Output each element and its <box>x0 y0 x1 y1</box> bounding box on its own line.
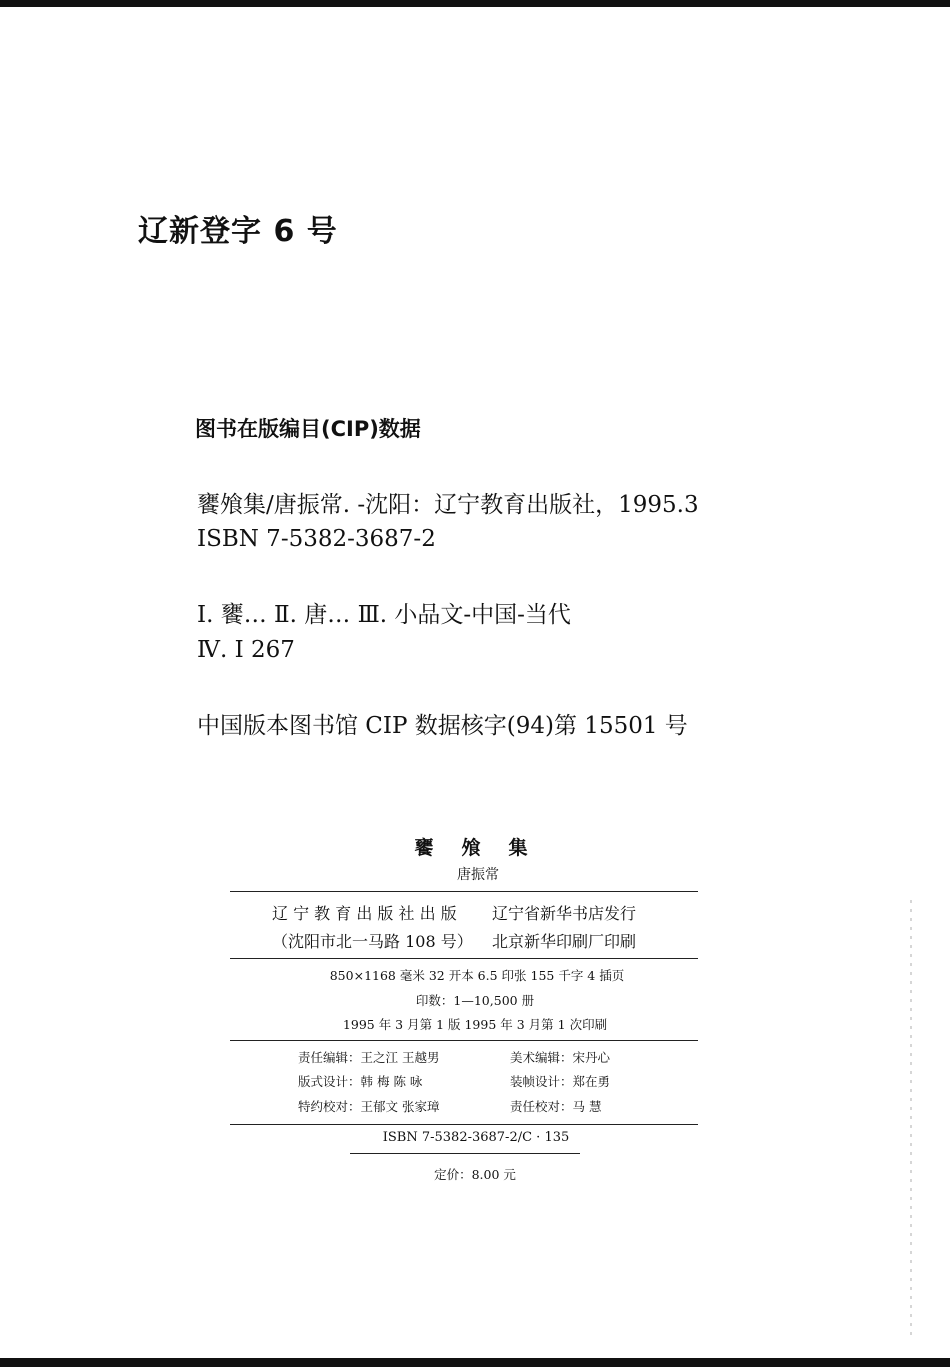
cip-heading: 图书在版编目(CIP)数据 <box>195 417 421 441</box>
divider <box>350 1153 580 1154</box>
scan-top-border <box>0 0 950 7</box>
publisher-address: （沈阳市北一马路 108 号） <box>272 932 473 951</box>
cip-bibliographic-line: 饔飧集/唐振常. -沈阳：辽宁教育出版社，1995.3 <box>197 492 699 518</box>
divider <box>230 1124 698 1125</box>
publisher: 辽 宁 教 育 出 版 社 出 版 <box>272 904 457 923</box>
cip-isbn: ISBN 7-5382-3687-2 <box>197 526 436 552</box>
scan-bottom-border <box>0 1358 950 1367</box>
price: 定价：8.00 元 <box>434 1167 516 1182</box>
staff-art-editor: 美术编辑：宋丹心 <box>510 1050 611 1065</box>
printer: 北京新华印刷厂印刷 <box>492 932 637 951</box>
format-specs: 850×1168 毫米 32 开本 6.5 印张 155 千字 4 插页 <box>329 968 625 983</box>
distributor: 辽宁省新华书店发行 <box>492 904 637 923</box>
staff-responsible-proofreading: 责任校对：马 慧 <box>510 1099 602 1114</box>
staff-responsible-editor: 责任编辑：王之江 王越男 <box>298 1050 440 1065</box>
staff-layout-design: 版式设计：韩 梅 陈 咏 <box>298 1074 423 1089</box>
book-title: 饔飧集 <box>414 837 556 859</box>
isbn-full: ISBN 7-5382-3687-2/C · 135 <box>382 1130 570 1145</box>
staff-binding-design: 装帧设计：郑在勇 <box>510 1074 611 1089</box>
divider <box>230 891 698 892</box>
cip-subject-headings: Ⅰ. 饔… Ⅱ. 唐… Ⅲ. 小品文-中国-当代 <box>197 602 571 628</box>
edition-info: 1995 年 3 月第 1 版 1995 年 3 月第 1 次印刷 <box>342 1017 608 1032</box>
divider <box>230 1040 698 1041</box>
book-author: 唐振常 <box>457 867 499 883</box>
staff-special-proofreading: 特约校对：王郁文 张家璋 <box>298 1099 440 1114</box>
divider <box>230 958 698 959</box>
cip-approval-number: 中国版本图书馆 CIP 数据核字(94)第 15501 号 <box>197 713 688 739</box>
registration-number: 辽新登字 6 号 <box>138 214 338 249</box>
print-run: 印数：1—10,500 册 <box>415 993 535 1008</box>
cip-classification: Ⅳ. I 267 <box>197 637 295 663</box>
